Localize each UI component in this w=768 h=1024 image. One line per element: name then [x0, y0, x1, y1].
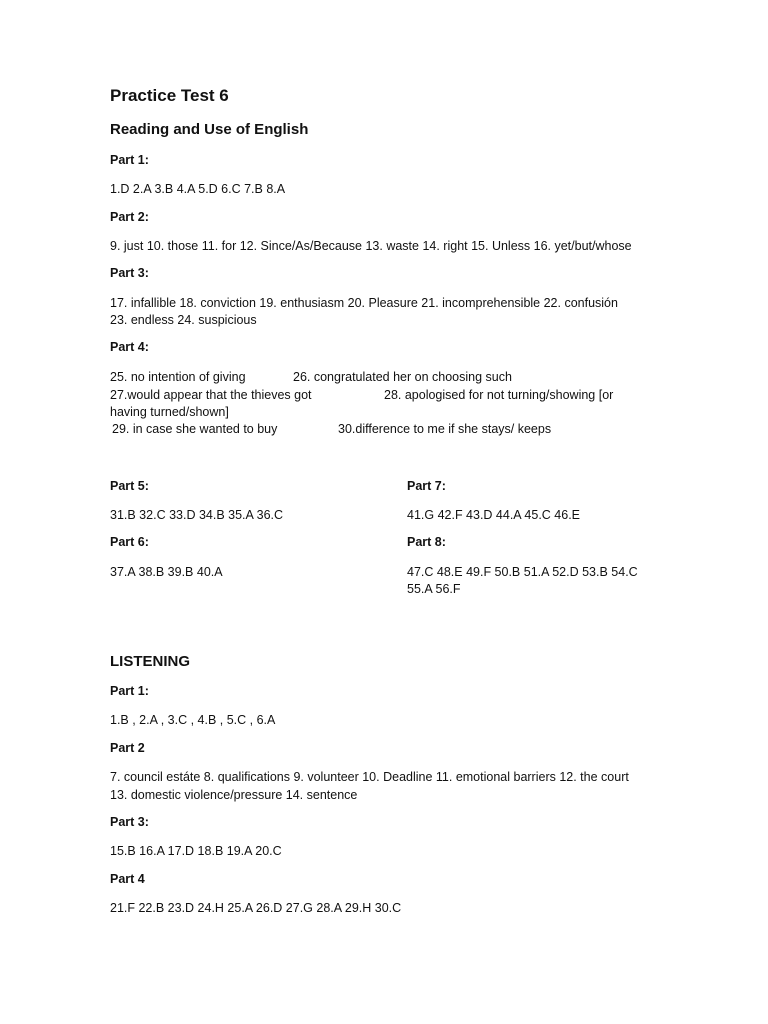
reading-part3-line2: 23. endless 24. suspicious	[110, 313, 257, 327]
listening-part1-answers: 1.B , 2.A , 3.C , 4.B , 5.C , 6.A	[110, 713, 276, 727]
reading-part5-answers: 31.B 32.C 33.D 34.B 35.A 36.C	[110, 508, 284, 522]
listening-heading: LISTENING	[110, 653, 191, 670]
reading-part1-answers: 1.D 2.A 3.B 4.A 5.D 6.C 7.B 8.A	[110, 182, 286, 196]
listening-part1-label: Part 1:	[110, 684, 149, 698]
listening-part4-label: Part 4	[110, 872, 145, 886]
reading-part6-label: Part 6:	[110, 535, 149, 549]
reading-part5-label: Part 5:	[110, 479, 149, 493]
listening-part2-line2: 13. domestic violence/pressure 14. sentence	[110, 788, 358, 802]
reading-part4-label: Part 4:	[110, 340, 149, 354]
reading-part4-answer-29: 29. in case she wanted to buy	[112, 422, 278, 436]
reading-part2-answers: 9. just 10. those 11. for 12. Since/As/Because 13. waste 14. right 15. Unless 16. yet/but/whose	[110, 239, 632, 253]
reading-part8-line1: 47.C 48.E 49.F 50.B 51.A 52.D 53.B 54.C	[407, 565, 638, 579]
listening-part2-line1: 7. council estáte 8. qualifications 9. volunteer 10. Deadline 11. emotional barriers 12. the court	[110, 770, 629, 784]
reading-part4-answer-28-cont: having turned/shown]	[110, 405, 229, 419]
page-title: Practice Test 6	[110, 86, 229, 105]
reading-part1-label: Part 1:	[110, 153, 149, 167]
reading-part7-label: Part 7:	[407, 479, 446, 493]
listening-part4-answers: 21.F 22.B 23.D 24.H 25.A 26.D 27.G 28.A 29.H 30.C	[110, 901, 402, 915]
listening-part3-label: Part 3:	[110, 815, 149, 829]
reading-part8-label: Part 8:	[407, 535, 446, 549]
reading-part7-answers: 41.G 42.F 43.D 44.A 45.C 46.E	[407, 508, 581, 522]
reading-part2-label: Part 2:	[110, 210, 149, 224]
reading-part8-line2: 55.A 56.F	[407, 582, 461, 596]
reading-part4-answer-30: 30.difference to me if she stays/ keeps	[338, 422, 552, 436]
reading-part3-label: Part 3:	[110, 266, 149, 280]
reading-heading: Reading and Use of English	[110, 121, 309, 138]
reading-part4-answer-28: 28. apologised for not turning/showing [or	[384, 388, 614, 402]
reading-part4-answer-25: 25. no intention of giving	[110, 370, 246, 384]
reading-part6-answers: 37.A 38.B 39.B 40.A	[110, 565, 223, 579]
listening-part3-answers: 15.B 16.A 17.D 18.B 19.A 20.C	[110, 844, 282, 858]
listening-part2-label: Part 2	[110, 741, 145, 755]
reading-part4-answer-26: 26. congratulated her on choosing such	[293, 370, 512, 384]
reading-part4-answer-27: 27.would appear that the thieves got	[110, 388, 312, 402]
reading-part3-line1: 17. infallible 18. conviction 19. enthusiasm 20. Pleasure 21. incomprehensible 22. confusión	[110, 296, 618, 310]
